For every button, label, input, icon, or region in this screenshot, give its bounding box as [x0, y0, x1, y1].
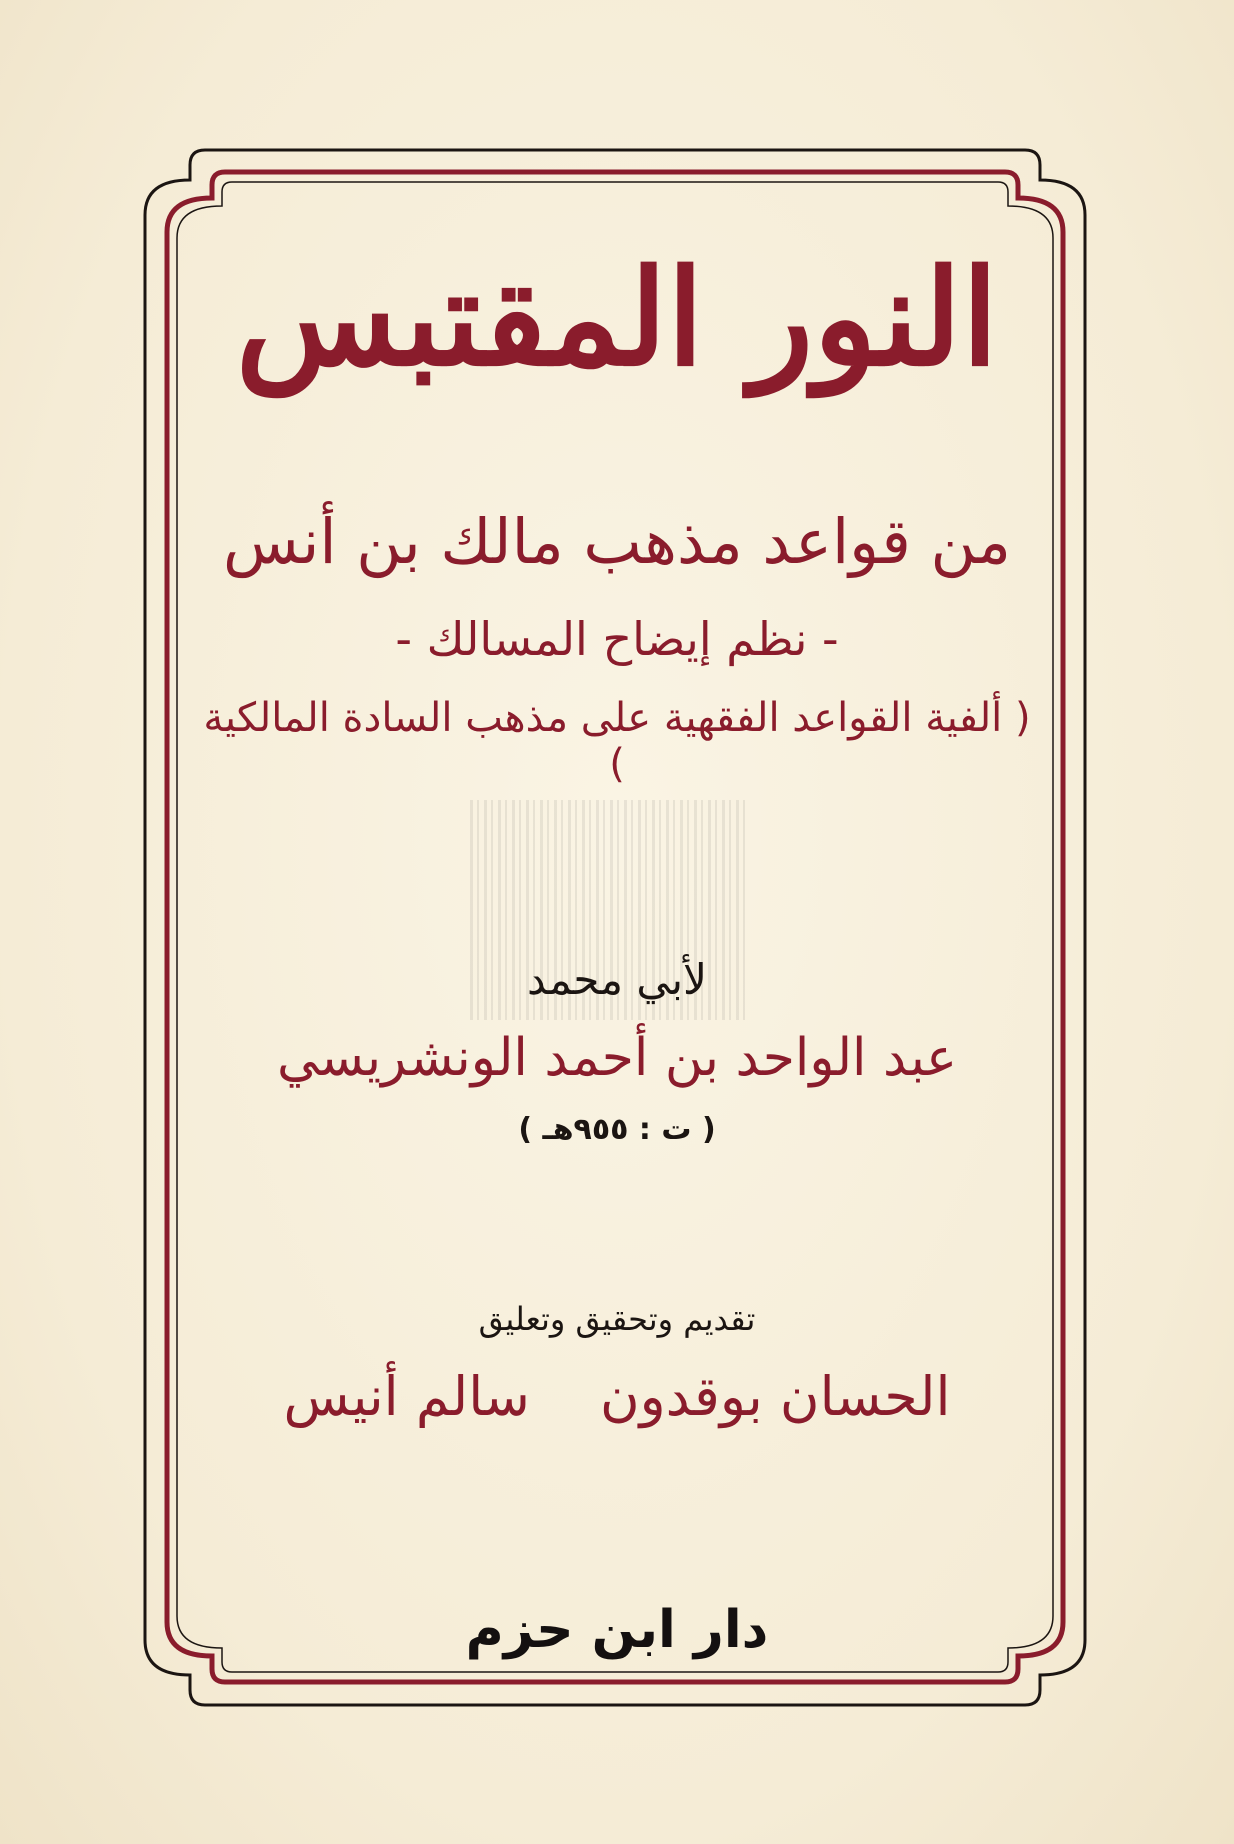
- book-title: النور المقتبس: [235, 241, 999, 396]
- editor-name: سالم أنيس: [283, 1365, 530, 1428]
- work-description: ( ألفية القواعد الفقهية على مذهب السادة المالكية ): [203, 695, 1031, 787]
- book-subtitle: من قواعد مذهب مالك بن أنس: [223, 505, 1011, 578]
- editor-role: تقديم وتحقيق وتعليق: [478, 1300, 756, 1338]
- author-prefix: لأبي محمد: [527, 955, 707, 1004]
- publisher-name: دار ابن حزم: [465, 1600, 769, 1660]
- author-name: عبد الواحد بن أحمد الونشريسي: [276, 1028, 958, 1088]
- editors-list: [200, 1365, 1034, 1428]
- work-name: - نظم إيضاح المسالك -: [395, 612, 839, 666]
- editor-name: الحسان بوقدون: [599, 1365, 951, 1428]
- author-death-date: ( ت : ٩٥٥هـ ): [518, 1112, 716, 1147]
